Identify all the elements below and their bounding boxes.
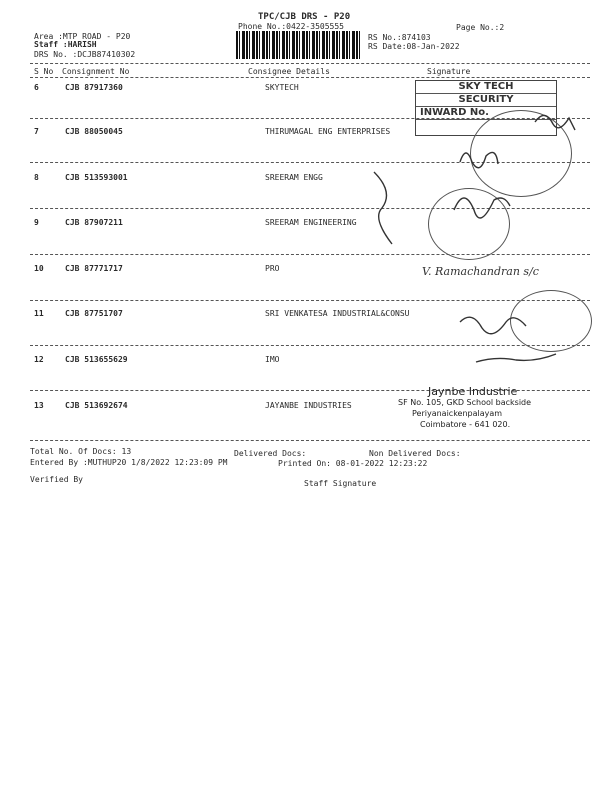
row-sno: 12 — [34, 355, 44, 364]
row-sno: 6 — [34, 83, 39, 92]
rs-number: RS No.:874103 — [368, 33, 431, 42]
column-header-sno: S No — [34, 67, 54, 76]
staff-signature: Staff Signature — [304, 479, 377, 488]
row-sno: 7 — [34, 127, 39, 136]
stamp-title: Jaynbe Industrie — [428, 385, 518, 398]
column-header-consignment: Consignment No — [62, 67, 130, 76]
row-consignment: CJB 87917360 — [65, 83, 123, 92]
row-sno: 11 — [34, 309, 44, 318]
row-consignee: SRI VENKATESA INDUSTRIAL&CONSU — [265, 309, 410, 318]
signature-marks — [430, 100, 600, 370]
bracket-mark — [370, 168, 400, 248]
rs-date: RS Date:08-Jan-2022 — [368, 42, 460, 51]
stamp-line: SF No. 105, GKD School backside — [398, 398, 532, 407]
divider — [30, 63, 590, 64]
page-number: Page No.:2 — [456, 23, 505, 32]
row-sno: 10 — [34, 264, 44, 273]
delivered-docs: Delivered Docs: — [234, 449, 307, 458]
row-sno: 9 — [34, 218, 39, 227]
phone-number: Phone No.:0422-3505555 — [238, 22, 344, 31]
non-delivered-docs: Non Delivered Docs: — [369, 449, 461, 458]
total-docs: Total No. Of Docs: 13 — [30, 447, 132, 456]
row-consignment: CJB 513655629 — [65, 355, 128, 364]
row-consignment: CJB 87907211 — [65, 218, 123, 227]
row-consignee: SKYTECH — [265, 83, 299, 92]
stamp-line: INWARD No. — [416, 107, 556, 120]
row-consignee: THIRUMAGAL ENG ENTERPRISES — [265, 127, 391, 136]
area-label: Area :MTP ROAD - P20 — [34, 32, 131, 41]
divider — [30, 77, 590, 78]
row-consignment: CJB 513593001 — [65, 173, 128, 182]
row-divider — [30, 440, 590, 441]
barcode-image — [236, 31, 360, 59]
row-consignee: SREERAM ENGG — [265, 173, 323, 182]
printed-on: Printed On: 08-01-2022 12:23:22 — [278, 459, 428, 468]
row-consignee: SREERAM ENGINEERING — [265, 218, 357, 227]
report-title: TPC/CJB DRS - P20 — [258, 12, 351, 22]
verified-by: Verified By — [30, 475, 83, 484]
handwritten-name: V. Ramachandran s/c — [422, 265, 539, 278]
entered-by: Entered By :MUTHUP20 1/8/2022 12:23:09 PM — [30, 458, 228, 467]
staff-name: Staff :HARISH — [34, 40, 97, 49]
stamp-line: Coimbatore - 641 020. — [420, 420, 511, 429]
row-consignment: CJB 87771717 — [65, 264, 123, 273]
column-header-consignee: Consignee Details — [248, 67, 330, 76]
row-consignment: CJB 88050045 — [65, 127, 123, 136]
row-consignee: PRO — [265, 264, 280, 273]
row-consignee: IMO — [265, 355, 280, 364]
row-sno: 13 — [34, 401, 44, 410]
stamp-line: SKY TECH — [416, 81, 556, 94]
stamp-line: SECURITY — [416, 94, 556, 107]
row-sno: 8 — [34, 173, 39, 182]
row-consignment: CJB 513692674 — [65, 401, 128, 410]
jaynbe-stamp — [398, 386, 531, 430]
stamp-line: Periyanaickenpalayam — [412, 409, 503, 418]
drs-number: DRS No. :DCJB87410302 — [34, 50, 136, 59]
row-consignment: CJB 87751707 — [65, 309, 123, 318]
column-header-signature: Signature — [427, 67, 471, 76]
row-consignee: JAYANBE INDUSTRIES — [265, 401, 352, 410]
